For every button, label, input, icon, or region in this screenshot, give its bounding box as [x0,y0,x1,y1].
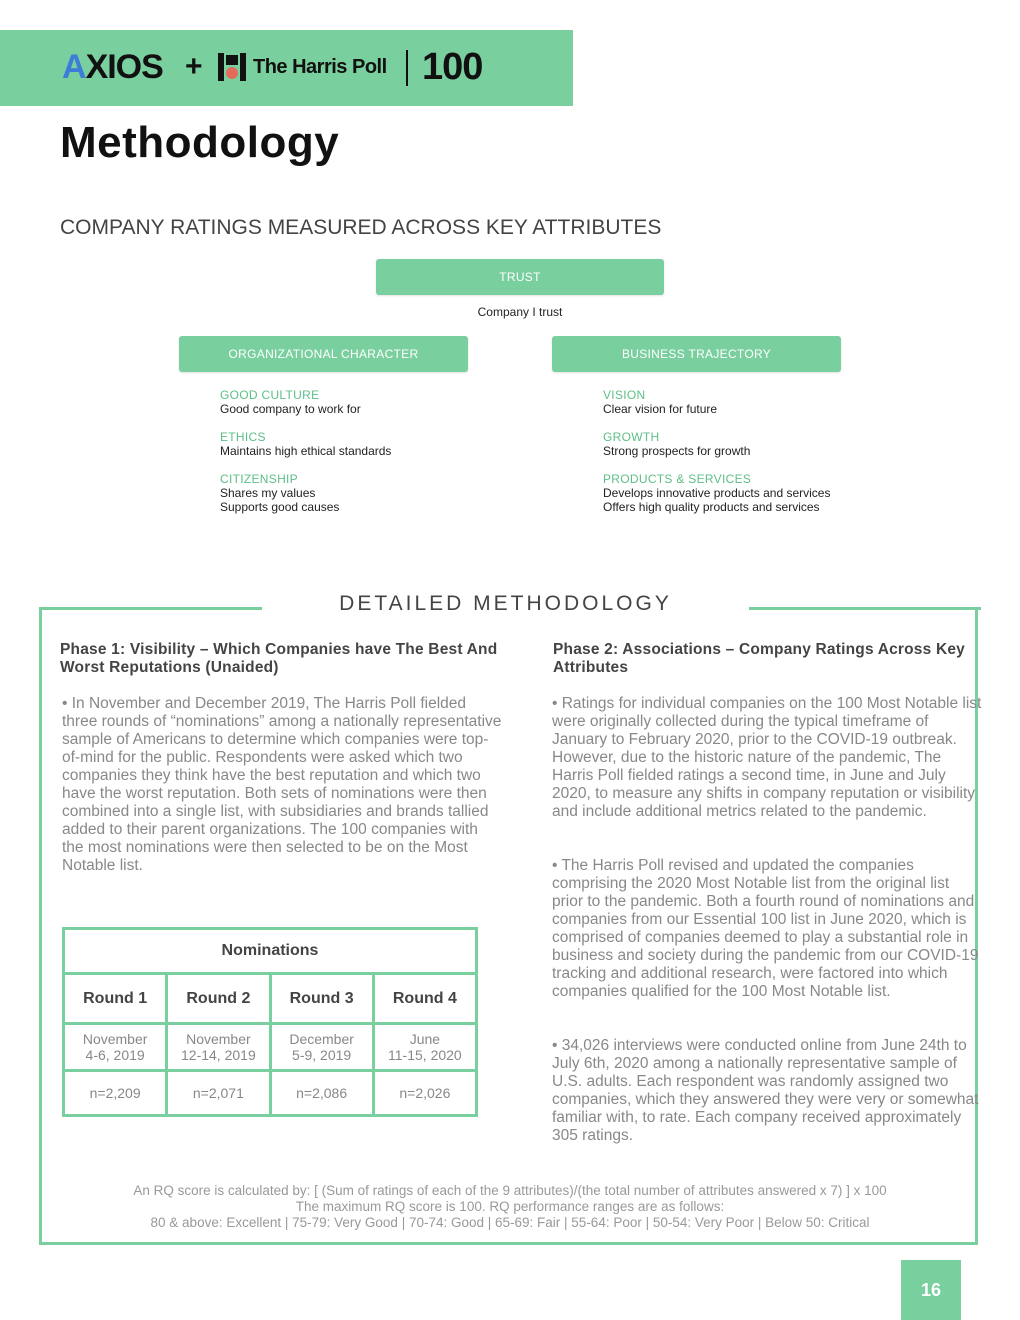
attribute-label: CITIZENSHIP [220,472,298,486]
harris-poll-logo-text: The Harris Poll [253,56,387,78]
trust-pill: TRUST [376,259,664,295]
round-date-line: November [186,1031,251,1047]
attribute-description: Supports good causes [220,500,340,514]
round-sample-size: n=2,086 [270,1071,373,1116]
attribute-label: ETHICS [220,430,266,444]
attribute-description: Develops innovative products and services [603,486,831,500]
table-row [64,1071,477,1116]
round-date-line: 11-15, 2020 [388,1047,462,1063]
attribute-label: PRODUCTS & SERVICES [603,472,752,486]
phase1-title: Phase 1: Visibility – Which Companies have The Best And Worst Reputations (Unaided) [60,641,498,676]
round-date-cell [270,1024,373,1071]
business-trajectory-attributes [603,388,903,528]
round-sample-size: n=2,026 [373,1071,476,1116]
phase2-paragraph-3: • 34,026 interviews were conducted online from June 24th to July 6th, 2020 among a nationally representative sample of U.S. adults. Each respondent was randomly assigned two companies, which they answered they were very or somewhat familiar with, to rate. Each company received approximately 305 ratings. [552,1037,979,1144]
round-header: Round 4 [373,974,476,1024]
footnote-line: 80 & above: Excellent | 75-79: Very Good | 70-74: Good | 65-69: Fair | 55-64: Poor | 50-54: Very Poor | Below 50: Critical [150,1215,870,1230]
box-top-border-left [39,607,262,610]
org-character-attributes [220,388,520,528]
round-header: Round 1 [64,974,167,1024]
round-date-cell [167,1024,270,1071]
attribute-growth [603,430,903,458]
trust-caption: Company I trust [477,305,563,319]
attribute-description: Clear vision for future [603,402,718,416]
logo-divider [406,50,408,86]
page-title: Methodology [60,118,340,167]
table-row [64,974,477,1024]
attribute-products-services [603,472,903,514]
attribute-citizenship [220,472,520,514]
attribute-description: Good company to work for [220,402,361,416]
attribute-ethics [220,430,520,458]
round-sample-size: n=2,209 [64,1071,167,1116]
footnote-line: An RQ score is calculated by: [ (Sum of ratings of each of the 9 attributes)/(the total number of attributes answered x 7) ] x 100 [133,1183,887,1198]
nominations-table-title: Nominations [64,929,477,974]
page-number: 16 [901,1260,961,1320]
table-row [64,1024,477,1071]
round-date-line: 5-9, 2019 [292,1047,352,1063]
round-date-line: 4-6, 2019 [85,1047,145,1063]
round-header: Round 2 [167,974,270,1024]
axios-logo: AXIOS [62,48,163,86]
attribute-description: Offers high quality products and services [603,500,820,514]
phase2-title: Phase 2: Associations – Company Ratings Across Key Attributes [553,641,965,676]
attribute-vision [603,388,903,416]
round-sample-size: n=2,071 [167,1071,270,1116]
hundred-logo: 100 [422,46,483,88]
round-date-line: December [289,1031,354,1047]
attribute-label: VISION [603,388,646,402]
detailed-methodology-title: DETAILED METHODOLOGY [339,592,672,615]
attribute-description: Shares my values [220,486,316,500]
phase2-paragraph-2: • The Harris Poll revised and updated the companies comprising the 2020 Most Notable list from the original list prior to the pandemic. Both a fourth round of nominations and companies from our Essential 100 list in June 2020, which is comprised of companies deemed to play a substantial role in business and society during the pandemic from our COVID-19 tracking and additional research, were factored into which companies qualified for the 100 Most Notable list. [552,857,979,1000]
attribute-description: Maintains high ethical standards [220,444,392,458]
nominations-table [62,927,478,1117]
business-trajectory-pill: BUSINESS TRAJECTORY [552,336,841,372]
phase2-paragraph-1: • Ratings for individual companies on the 100 Most Notable list were originally collected during the typical timeframe of January to February 2020, prior to the COVID-19 outbreak. However, due to the historic nature of the pandemic, The Harris Poll fielded ratings a second time, in June and July 2020, to measure any shifts in company reputation or visibility and include additional metrics related to the pandemic. [552,695,982,820]
footnote-line: The maximum RQ score is 100. RQ performance ranges are as follows: [295,1199,725,1214]
round-date-cell [373,1024,476,1071]
box-top-border-right [749,607,981,610]
logo-plus: + [185,50,203,83]
round-date-line: June [409,1031,441,1047]
rq-score-footnote [60,1183,960,1231]
attribute-description: Strong prospects for growth [603,444,751,458]
attribute-label: GROWTH [603,430,660,444]
org-character-pill: ORGANIZATIONAL CHARACTER [179,336,468,372]
round-date-line: 12-14, 2019 [181,1047,256,1063]
round-header: Round 3 [270,974,373,1024]
round-date-cell [64,1024,167,1071]
attribute-good-culture [220,388,520,416]
round-date-line: November [82,1031,148,1047]
section-heading: COMPANY RATINGS MEASURED ACROSS KEY ATTRIBUTES [60,216,662,239]
harris-poll-logo-icon [218,53,246,81]
phase1-paragraph: • In November and December 2019, The Harris Poll fielded three rounds of “nominations” among a nationally representative sample of Americans to determine which companies were top-of-mind for the public. Respondents were asked which two companies they think have the best reputation and which two have the worst reputation. Both sets of nominations were then combined into a single list, with subsidiaries and brands tallied added to their parent organizations. The 100 companies with the most nominations were then selected to be on the Most Notable list. [62,695,502,874]
attribute-label: GOOD CULTURE [220,388,320,402]
